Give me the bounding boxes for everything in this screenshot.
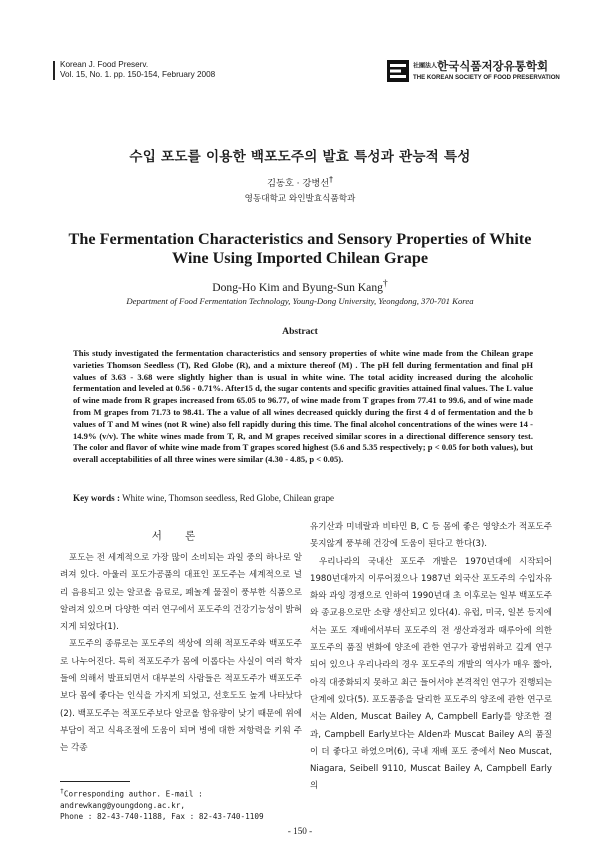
society-name-kr: 社團法人한국식품저장유통학회 bbox=[413, 59, 549, 73]
left-column bbox=[60, 550, 302, 758]
paragraph: 포도주의 종류로는 포도주의 색상에 의해 적포도주와 백포도주로 나누어진다. 특히 적포도주가 몸에 이롭다는 사실이 여러 학자들에 의해서 발표되면서 대부분의 사람들은 적포도주가 백포도주 보다 몸에 좋다는 인식을 가지게 되었고, 선호도도 높게 나타났다(2). 백포도주는 적포도주보다 알코올 함유량이 낮기 때문에 위에 부담이 적고 식욕조절에 도움이 되며 병에 대한 저항력을 키워 주는 각종 bbox=[60, 639, 302, 754]
society-name-en: THE KOREAN SOCIETY OF FOOD PRESERVATION bbox=[413, 74, 560, 81]
journal-citation bbox=[60, 60, 215, 80]
korean-title: 수입 포도를 이용한 백포도주의 발효 특성과 관능적 특성 bbox=[129, 149, 471, 165]
paragraph: 우리나라의 국내산 포도주 개발은 1970년대에 시작되어 1980년대까지 이루어졌으나 1987년 외국산 포도주의 수입자유화와 과잉 경쟁으로 인하여 1990년대 초 이후로는 일부 백포도주와 종교용으로만 소량 생산되고 있다(4). 유럽, 미국, 일본 등지에서는 포도 재배에서부터 포도주의 전 생산과정과 때루아에 의한 포도주의 품질 변화에 양조에 관한 연구가 광범위하고 깊게 연구되어 있으나 우리나라의 경우 포도주의 개발의 역사가 매우 짧아, 아직 대중화되지 못하고 최근 들어서야 본격적인 연구가 진행되는 단계에 있다(5). 포도품종을 달리한 포도주의 양조에 관한 연구로서는 Alden, Muscat Bailey A, Campbell Early를 양조한 결과, Campbell Early보다는 Alden과 Muscat Bailey A의 품질이 더 좋다고 하였으며(6), 국내 재배 포도 중에서 Neo Muscat, Niagara, Seibell 9110, Muscat Bailey A, Campbell Early의 bbox=[310, 556, 552, 792]
right-column bbox=[310, 519, 552, 796]
korean-authors: 김동호 · 강병선† bbox=[267, 175, 333, 190]
footnote bbox=[60, 786, 302, 822]
keywords-label: Key words : bbox=[73, 493, 120, 503]
english-affiliation: Department of Food Fermentation Technology, Young-Dong University, Yeongdong, 370-701 Korea bbox=[126, 296, 474, 306]
paragraph: 유기산과 미네랄과 비타민 B, C 등 몸에 좋은 영양소가 적포도주 못지않게 풍부해 건강에 도움이 된다고 한다(3). bbox=[310, 522, 552, 550]
footnote-line-1: †Corresponding author. E-mail : andrewkang@youngdong.ac.kr, bbox=[60, 787, 203, 810]
english-authors: Dong-Ho Kim and Byung-Sun Kang† bbox=[212, 278, 388, 294]
abstract-heading: Abstract bbox=[282, 326, 318, 337]
korean-affiliation: 영동대학교 와인발효식품학과 bbox=[244, 194, 356, 204]
citation-bar bbox=[53, 61, 55, 80]
journal-name: Korean J. Food Preserv. bbox=[60, 60, 149, 69]
keywords bbox=[73, 493, 533, 503]
footnote-divider bbox=[60, 781, 130, 782]
footnote-line-2: Phone : 82-43-740-1188, Fax : 82-43-740-1109 bbox=[60, 811, 264, 821]
journal-volume: Vol. 15, No. 1. pp. 150-154, February 2008 bbox=[60, 70, 216, 79]
english-title: The Fermentation Characteristics and Sensory Properties of White Wine Using Imported Chilean Grape bbox=[68, 230, 532, 267]
abstract-body: This study investigated the fermentation characteristics and sensory properties of white wine made from the Chilean grape varieties Thomson Seedless (T), Red Globe (R), and a mixture thereof (M) . The pH fell during fermentation and final pH values of 3.63 - 3.68 were slightly higher than is usual in white wine. The total acidity increased during the alcoholic fermentation and leveled at 0.56 - 0.71%. After15 d, the sugar contents and specific gravities attained final values. The L value of wine made from R grapes increased from 65.05 to 96.77, of wine made from T grapes from 77.41 to 99.6, and of wine made from M grapes from 71.73 to 98.41. The a value of all wines decreased quickly during the first 4 d of fermentation and the b values of T and M wines (not R wine) also fell rapidly during this time. The final alcohol concentrations of the wines were 14 - 14.9% (v/v). The white wines made from T, R, and M grapes received similar scores in a directional difference sensory test. The color and flavor of white wine made from T grapes scored highest (5.6 and 5.35 respectively; p < 0.05 for both values), but overall acceptabilities of all three wines were similar (4.30 - 4.85, p < 0.05). bbox=[73, 348, 533, 465]
society-emblem-icon bbox=[386, 59, 410, 83]
page-number: - 150 - bbox=[287, 826, 313, 836]
society-logo bbox=[386, 59, 560, 85]
paragraph: 포도는 전 세계적으로 가장 많이 소비되는 과일 중의 하나로 알려져 있다. 아울러 포도가공품의 대표인 포도주는 세계적으로 널리 음용되고 있는 알코올 음료로, 폐놀계 물질이 풍부한 식품으로 알려져 있으며 다양한 여러 연구에서 포도주의 건강기능성이 밝혀지게 되었다(1). bbox=[60, 553, 302, 633]
section-heading-introduction: 서 론 bbox=[151, 530, 206, 542]
keywords-text: White wine, Thomson seedless, Red Globe, Chilean grape bbox=[122, 493, 335, 503]
